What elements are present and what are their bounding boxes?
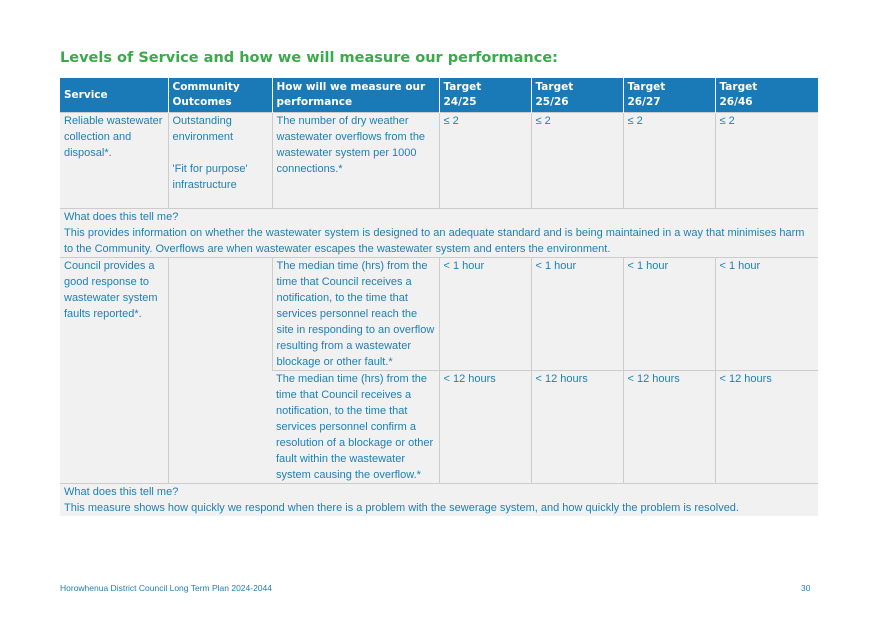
target-cell: < 12 hours [715,371,818,484]
target-cell: < 1 hour [439,258,531,371]
measure-cell: The median time (hrs) from the time that Council receives a notification, to the time that services personnel confirm a resolution of a blockage or other fault within the wastewater system causing the overflow.* [272,371,439,484]
target-cell: < 1 hour [623,258,715,371]
header-target-26-46: Target 26/46 [715,78,818,113]
target-cell: ≤ 2 [715,113,818,209]
target-cell: ≤ 2 [623,113,715,209]
outcome-text: 'Fit for purpose' infrastructure [172,163,248,191]
note-answer: This provides information on whether the wastewater system is designed to an adequate standard and is being maintained in a way that minimises harm to the Community. Overflows are when wastewater escapes the wastewater system and enters the environment. [64,227,805,255]
header-community-outcomes: Community Outcomes [168,78,272,113]
table-row [60,113,818,209]
table-row [60,258,818,371]
target-cell: ≤ 2 [439,113,531,209]
service-cell: Council provides a good response to wastewater system faults reported*. [60,258,168,484]
target-cell: < 1 hour [715,258,818,371]
table-row [60,209,818,258]
header-measure: How will we measure our performance [272,78,439,113]
measure-cell: The number of dry weather wastewater overflows from the wastewater system per 1000 connections.* [272,113,439,209]
levels-of-service-table [60,78,818,516]
note-cell [60,209,818,258]
outcomes-cell [168,113,272,209]
target-cell: < 12 hours [439,371,531,484]
table-row [60,484,818,517]
target-cell: < 12 hours [623,371,715,484]
table-header-row [60,78,818,113]
service-cell: Reliable wastewater collection and disposal*. [60,113,168,209]
note-question: What does this tell me? [64,486,179,498]
header-target-24-25: Target 24/25 [439,78,531,113]
note-answer: This measure shows how quickly we respond when there is a problem with the sewerage system, and how quickly the problem is resolved. [64,502,739,514]
page-number: 30 [801,583,811,593]
footer-text: Horowhenua District Council Long Term Plan 2024-2044 [60,583,272,593]
note-cell [60,484,818,517]
target-cell: ≤ 2 [531,113,623,209]
note-question: What does this tell me? [64,211,179,223]
header-target-26-27: Target 26/27 [623,78,715,113]
header-service: Service [60,78,168,113]
header-target-25-26: Target 25/26 [531,78,623,113]
target-cell: < 1 hour [531,258,623,371]
page-heading: Levels of Service and how we will measure our performance: [60,50,558,66]
measure-cell: The median time (hrs) from the time that Council receives a notification, to the time that services personnel reach the site in responding to an overflow resulting from a wastewater blockage or other fault.* [272,258,439,371]
outcomes-cell [168,258,272,484]
outcome-text: Outstanding environment [172,115,234,143]
target-cell: < 12 hours [531,371,623,484]
